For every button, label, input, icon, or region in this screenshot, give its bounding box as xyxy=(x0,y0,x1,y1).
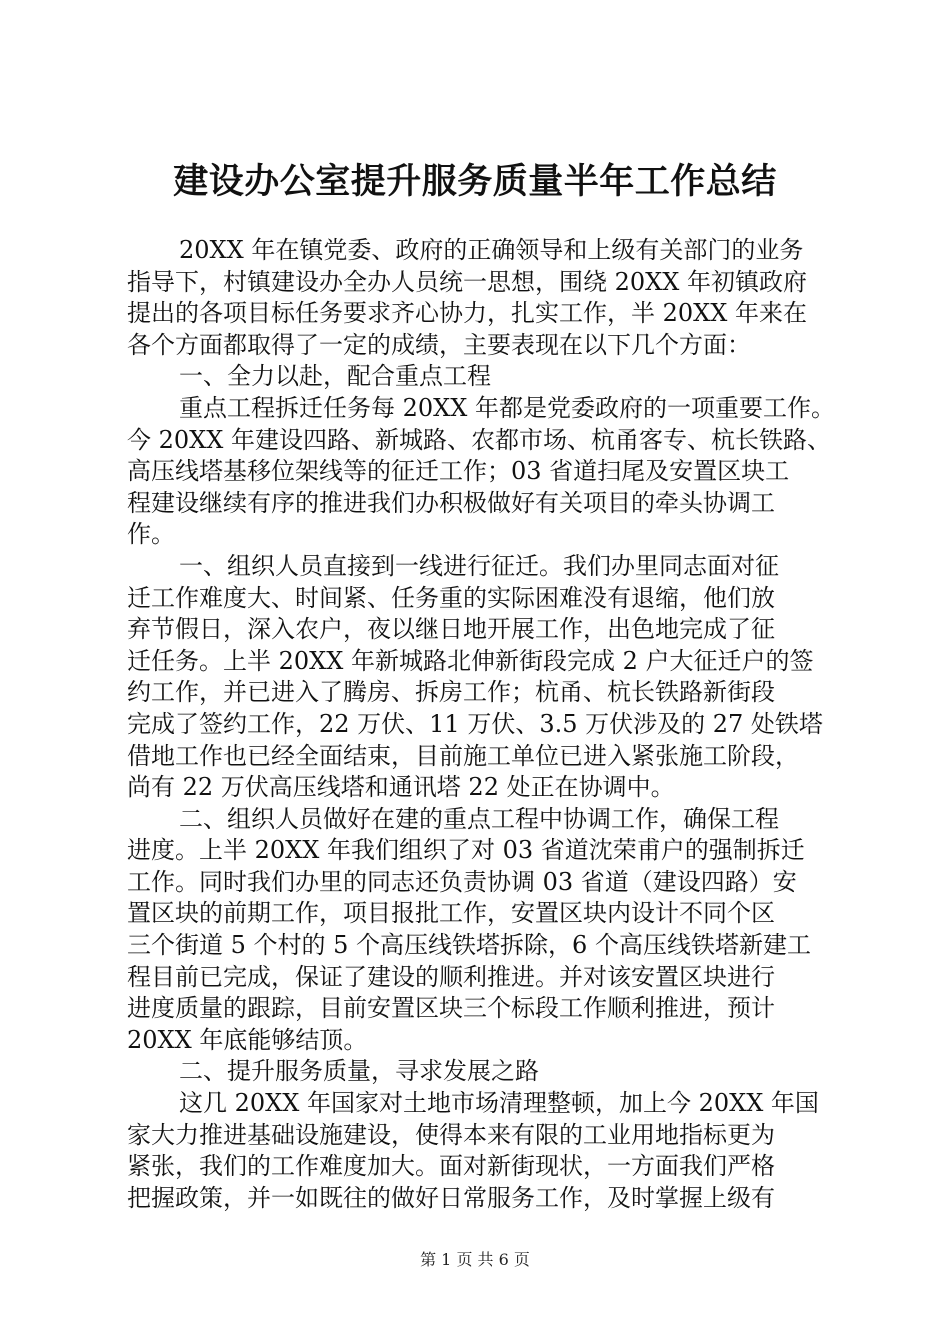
section-heading: 二、提升服务质量，寻求发展之路 xyxy=(179,1057,539,1086)
body-line: 指导下，村镇建设办全办人员统一思想，围绕 20XX 年初镇政府 xyxy=(127,267,807,296)
body-line: 程建设继续有序的推进我们办积极做好有关项目的牵头协调工 xyxy=(127,488,775,517)
body-line: 20XX 年底能够结顶。 xyxy=(127,1025,368,1054)
body-line: 进度质量的跟踪，目前安置区块三个标段工作顺利推进，预计 xyxy=(127,994,775,1023)
body-line: 紧张，我们的工作难度加大。面对新街现状，一方面我们严格 xyxy=(127,1152,775,1181)
body-line: 各个方面都取得了一定的成绩，主要表现在以下几个方面： xyxy=(127,330,751,359)
body-line: 约工作，并已进入了腾房、拆房工作；杭甬、杭长铁路新街段 xyxy=(127,678,775,707)
body-line: 把握政策，并一如既往的做好日常服务工作，及时掌握上级有 xyxy=(127,1183,775,1212)
body-line: 一、组织人员直接到一线进行征迁。我们办里同志面对征 xyxy=(179,551,779,580)
document-body xyxy=(127,235,835,1214)
body-line: 迁任务。上半 20XX 年新城路北伸新街段完成 2 户大征迁户的签 xyxy=(127,646,814,675)
body-line: 弃节假日，深入农户，夜以继日地开展工作，出色地完成了征 xyxy=(127,615,775,644)
body-line: 置区块的前期工作，项目报批工作，安置区块内设计不同个区 xyxy=(127,899,775,928)
body-line: 迁工作难度大、时间紧、任务重的实际困难没有退缩，他们放 xyxy=(127,583,775,612)
body-line: 二、组织人员做好在建的重点工程中协调工作，确保工程 xyxy=(179,804,779,833)
body-line: 20XX 年在镇党委、政府的正确领导和上级有关部门的业务 xyxy=(179,236,804,264)
body-line: 高压线塔基移位架线等的征迁工作；03 省道扫尾及安置区块工 xyxy=(127,457,790,486)
page-number-footer: 第 1 页 共 6 页 xyxy=(420,1250,530,1269)
body-line: 尚有 22 万伏高压线塔和通讯塔 22 处正在协调中。 xyxy=(127,773,675,802)
body-line: 重点工程拆迁任务每 20XX 年都是党委政府的一项重要工作。 xyxy=(179,393,835,422)
body-line: 进度。上半 20XX 年我们组织了对 03 省道沈荣甫户的强制拆迁 xyxy=(127,836,805,865)
body-line: 提出的各项目标任务要求齐心协力，扎实工作，半 20XX 年来在 xyxy=(127,299,807,328)
body-line: 三个街道 5 个村的 5 个高压线铁塔拆除，6 个高压线铁塔新建工 xyxy=(127,931,811,960)
body-line: 程目前已完成，保证了建设的顺利推进。并对该安置区块进行 xyxy=(127,962,775,991)
document-title: 建设办公室提升服务质量半年工作总结 xyxy=(173,161,777,202)
body-line: 借地工作也已经全面结束，目前施工单位已进入紧张施工阶段， xyxy=(127,741,799,770)
section-heading: 一、全力以赴，配合重点工程 xyxy=(179,362,491,391)
body-line: 今 20XX 年建设四路、新城路、农都市场、杭甬客专、杭长铁路、 xyxy=(127,425,831,454)
body-line: 这几 20XX 年国家对土地市场清理整顿，加上今 20XX 年国 xyxy=(179,1089,819,1118)
body-line: 完成了签约工作，22 万伏、11 万伏、3.5 万伏涉及的 27 处铁塔 xyxy=(127,709,823,738)
body-line: 工作。同时我们办里的同志还负责协调 03 省道（建设四路）安 xyxy=(127,867,797,896)
body-line: 作。 xyxy=(127,520,175,549)
body-line: 家大力推进基础设施建设，使得本来有限的工业用地指标更为 xyxy=(127,1120,775,1149)
